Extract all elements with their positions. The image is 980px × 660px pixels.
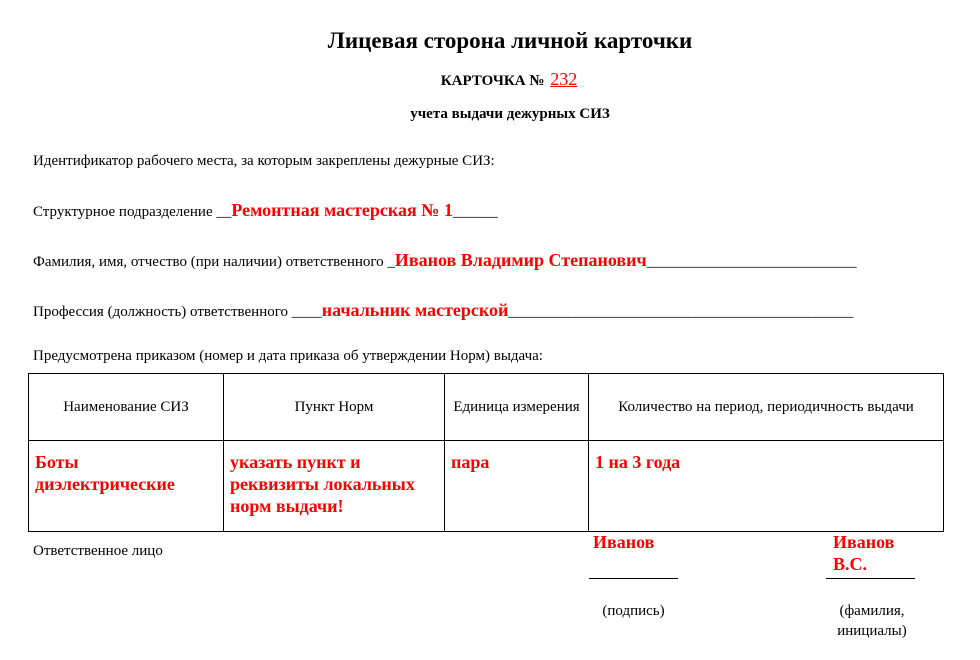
workplace-label: Идентификатор рабочего места, за которым закреплены дежурные СИЗ: bbox=[33, 153, 495, 169]
profession-value: начальник мастерской bbox=[321, 300, 509, 320]
page-title: Лицевая сторона личной карточки bbox=[327, 28, 693, 53]
division-label: Структурное подразделение bbox=[33, 204, 213, 220]
name-line bbox=[826, 578, 915, 579]
profession-lead: ____ bbox=[291, 304, 322, 320]
division-value: Ремонтная мастерская № 1 bbox=[231, 200, 453, 220]
division-trail: ______ bbox=[452, 204, 498, 220]
responsible-label: Ответственное лицо bbox=[33, 543, 163, 559]
person-line bbox=[33, 250, 857, 271]
norms-table bbox=[28, 373, 944, 532]
signature-value: Иванов bbox=[593, 532, 655, 552]
profession-line bbox=[33, 300, 853, 321]
card-number-value: 232 bbox=[550, 69, 578, 89]
cell-ppe-name: Боты диэлектрические bbox=[29, 441, 224, 532]
name-value: Иванов В.С. bbox=[833, 532, 895, 574]
header-ppe-name: Наименование СИЗ bbox=[29, 374, 224, 441]
order-label: Предусмотрена приказом (номер и дата приказа об утверждении Норм) выдача: bbox=[33, 348, 543, 364]
person-trail: ____________________________ bbox=[646, 254, 857, 270]
division-line bbox=[33, 200, 498, 221]
header-quantity: Количество на период, периодичность выдачи bbox=[589, 374, 944, 441]
cell-quantity: 1 на 3 года bbox=[589, 441, 944, 532]
signature-line bbox=[589, 578, 678, 579]
profession-trail: ______________________________________________ bbox=[508, 304, 854, 320]
name-caption: (фамилия, инициалы) bbox=[837, 603, 907, 639]
cell-unit: пара bbox=[445, 441, 589, 532]
signature-caption: (подпись) bbox=[602, 603, 665, 619]
card-number-line bbox=[0, 69, 980, 90]
header-norm-item: Пункт Норм bbox=[224, 374, 445, 441]
person-value: Иванов Владимир Степанович bbox=[394, 250, 647, 270]
profession-label: Профессия (должность) ответственного bbox=[33, 304, 288, 320]
card-number bbox=[548, 69, 579, 89]
table-header-row bbox=[29, 374, 944, 441]
table-row bbox=[29, 441, 944, 532]
division-lead: __ bbox=[216, 204, 232, 220]
card-prefix: КАРТОЧКА № bbox=[440, 73, 545, 89]
cell-norm-item: указать пункт и реквизиты локальных норм выдачи! bbox=[224, 441, 445, 532]
person-label: Фамилия, имя, отчество (при наличии) ответственного bbox=[33, 254, 384, 270]
person-lead: _ bbox=[387, 254, 395, 270]
header-unit: Единица измерения bbox=[445, 374, 589, 441]
subtitle: учета выдачи дежурных СИЗ bbox=[410, 106, 610, 122]
